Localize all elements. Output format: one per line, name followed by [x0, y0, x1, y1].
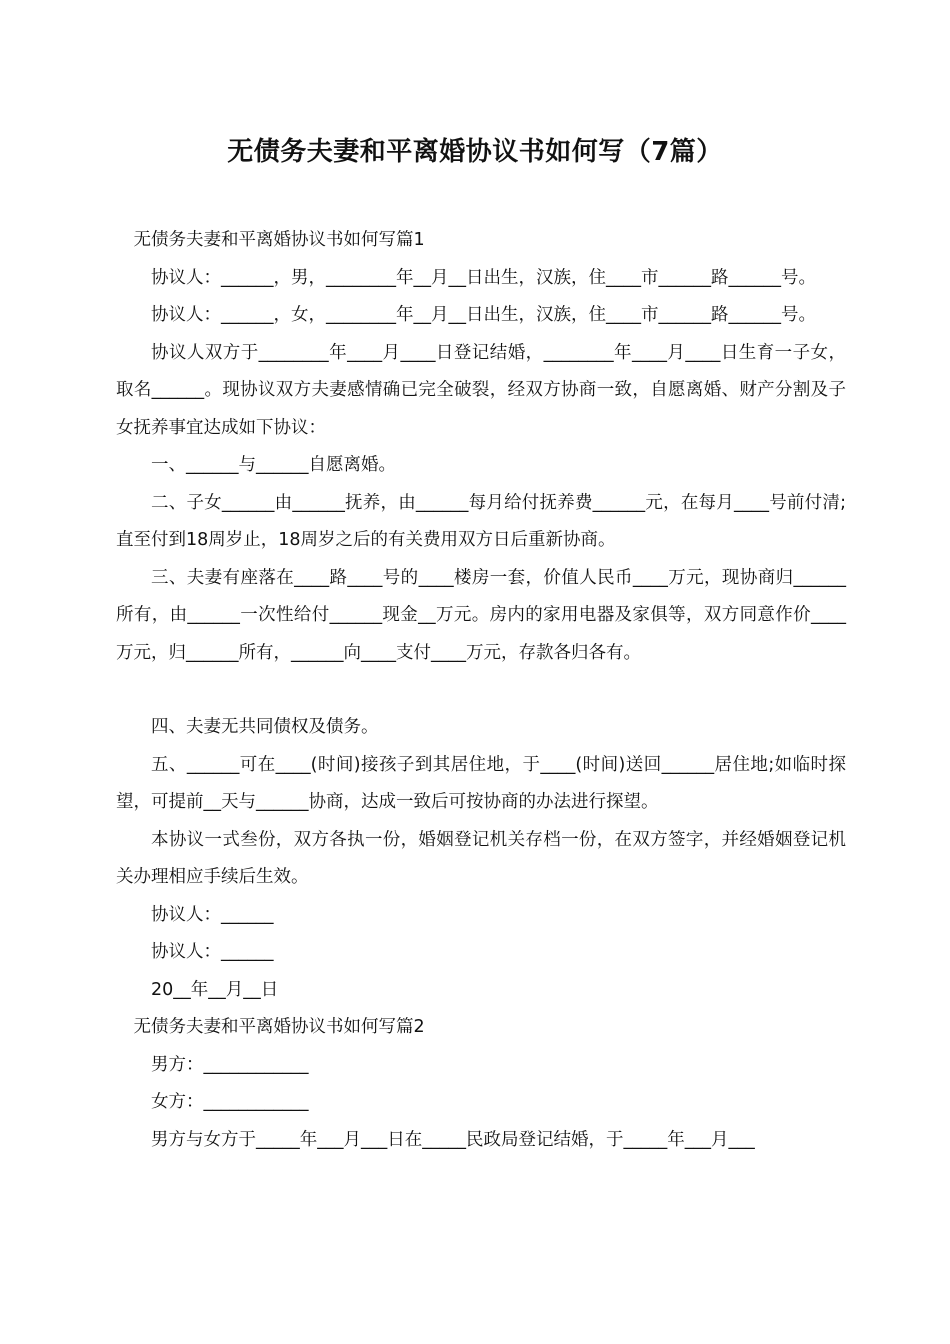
marriage-registration-line: 男方与女方于_____年___月___日在_____民政局登记结婚，于_____年___月___: [151, 1129, 755, 1150]
signature-line-2: 协议人：______: [151, 942, 274, 962]
marriage-paragraph: 协议人双方于________年____月____日登记结婚，________年____月____日生育一子女，取名______。现协议双方夫妻感情确已完全破裂，经双方协商一致，自愿离婚、财产分割及子女抚养事宜达成如下协议：: [116, 342, 846, 438]
document-body: [116, 222, 846, 1159]
date-line: 20__年__月__日: [151, 979, 279, 1000]
signature-line-1: 协议人：______: [151, 904, 274, 925]
party-line-female: 协议人：______，女，________年__月__日出生，汉族，住____市______路______号。: [151, 305, 816, 325]
clause-3: 三、夫妻有座落在____路____号的____楼房一套，价值人民币____万元，现协商归______所有，由______一次性给付______现金__万元。房内的家用电器及家俱等，双方同意作价____万元，归______所有，______向____支付____万元，存款各归各有。: [116, 567, 846, 663]
clause-2: 二、子女______由______抚养，由______每月给付抚养费______元，在每月____号前付清;直至付到18周岁止，18周岁之后的有关费用双方日后重新协商。: [116, 492, 846, 550]
section-heading-1: 无债务夫妻和平离婚协议书如何写篇1: [133, 230, 425, 250]
clause-4: 四、夫妻无共同债权及债务。: [151, 717, 379, 737]
party-line-male: 协议人：______，男，________年__月__日出生，汉族，住____市______路______号。: [151, 267, 816, 288]
female-party-line: 女方：____________: [151, 1092, 309, 1112]
document-title: 无债务夫妻和平离婚协议书如何写（7篇）: [227, 137, 723, 167]
section-heading-2: 无债务夫妻和平离婚协议书如何写篇2: [133, 1017, 425, 1037]
effect-clause: 本协议一式叁份，双方各执一份，婚姻登记机关存档一份，在双方签字，并经婚姻登记机关办理相应手续后生效。: [116, 829, 846, 887]
clause-1: 一、______与______自愿离婚。: [151, 455, 396, 475]
male-party-line: 男方：____________: [151, 1054, 309, 1075]
clause-5: 五、______可在____(时间)接孩子到其居住地，于____(时间)送回______居住地;如临时探望，可提前__天与______协商，达成一致后可按协商的办法进行探望。: [116, 754, 846, 812]
